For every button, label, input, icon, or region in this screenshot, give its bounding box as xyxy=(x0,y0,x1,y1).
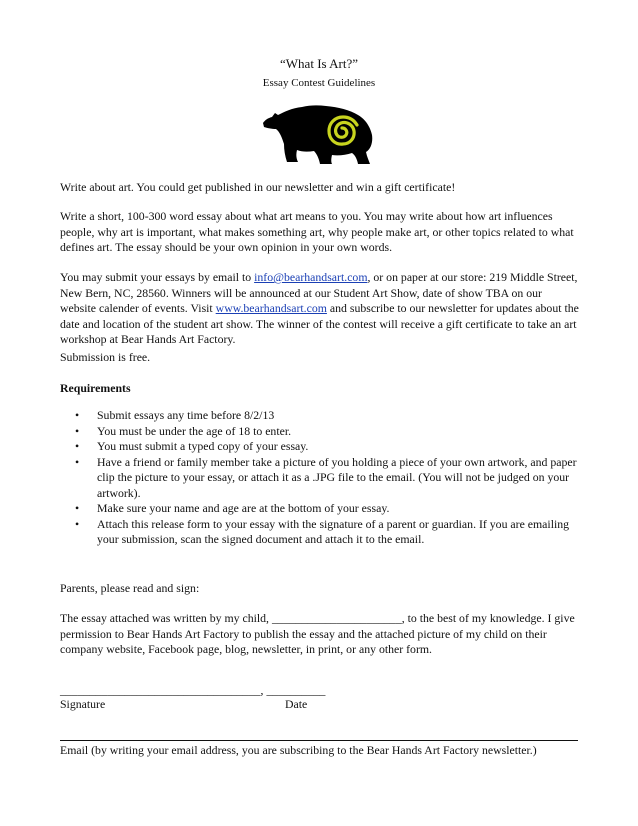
bear-silhouette xyxy=(263,105,372,164)
requirement-item xyxy=(60,408,580,424)
submit-suffix: and subscribe to our newsletter for updates about the date and location of the student art show. The winner of the contest will receive a gift certificate to take an art workshop at Bear Hands Art Factory. xyxy=(60,301,579,346)
submit-middle: , or on paper at our store: 219 Middle Street, New Bern, NC, 28560. Winners will be announced at our Student Art Show, date of show TBA on our website calender of events. Visit xyxy=(60,270,578,315)
parents-prompt: Parents, please read and sign: xyxy=(60,581,200,595)
intro-paragraph: Write about art. You could get published in our newsletter and win a gift certificate! xyxy=(60,180,456,194)
email-link[interactable]: info@bearhandsart.com xyxy=(254,270,368,284)
requirement-item xyxy=(60,424,580,440)
submit-prefix: You may submit your essays by email to xyxy=(60,270,255,284)
bullet-icon: • xyxy=(75,423,80,438)
date-label: Date xyxy=(285,697,308,711)
requirement-item xyxy=(60,517,580,548)
attestation-paragraph: The essay attached was written by my child, ______________________, to the best of my knowledge. I give permission to Bear Hands Art Factory to publish the essay and the attached picture of my child on their company website, Facebook page, blog, newsletter, in print, or any other form. xyxy=(60,611,575,656)
bullet-icon: • xyxy=(75,501,80,515)
bullet-icon: • xyxy=(75,516,80,531)
email-field-line[interactable] xyxy=(60,740,578,741)
requirement-text: Attach this release form to your essay with the signature of a parent or guardian. If you are emailing your submission, scan the signed document and attach it to the email. xyxy=(97,516,570,546)
bullet-icon: • xyxy=(75,454,80,469)
submission-paragraph xyxy=(60,270,580,348)
requirement-item xyxy=(60,501,580,517)
page-subtitle: Essay Contest Guidelines xyxy=(262,77,376,89)
bear-spiral-logo-icon xyxy=(262,104,374,166)
requirement-text: You must be under the age of 18 to enter. xyxy=(97,423,292,438)
requirement-text: Make sure your name and age are at the bottom of your essay. xyxy=(97,501,390,515)
requirement-item xyxy=(60,455,580,502)
bullet-icon: • xyxy=(75,408,80,422)
submission-free-text: Submission is free. xyxy=(60,350,151,364)
essay-instructions-paragraph: Write a short, 100-300 word essay about what art means to you. You may write about how art influences people, why art is important, what makes something art, why people make art, or other topics related to what defines art. The essay should be your own opinion in your own words. xyxy=(60,209,574,254)
requirements-list xyxy=(60,408,580,548)
signature-line[interactable]: __________________________________, __________ xyxy=(60,683,326,697)
page-title: “What Is Art?” xyxy=(280,56,358,71)
requirements-heading: Requirements xyxy=(60,381,131,395)
website-link[interactable]: www.bearhandsart.com xyxy=(215,301,327,315)
signature-label: Signature xyxy=(60,697,106,711)
requirement-item xyxy=(60,439,580,455)
requirement-text: Have a friend or family member take a picture of you holding a piece of your own artwork, and paper clip the picture to your essay, or attach it as a .JPG file to the email. (You will not be judged on your artwork). xyxy=(97,454,577,500)
requirement-text: Submit essays any time before 8/2/13 xyxy=(97,408,275,422)
email-field-label: Email (by writing your email address, you are subscribing to the Bear Hands Art Factory newsletter.) xyxy=(60,743,537,757)
requirement-text: You must submit a typed copy of your essay. xyxy=(97,439,309,453)
bullet-icon: • xyxy=(75,439,80,453)
